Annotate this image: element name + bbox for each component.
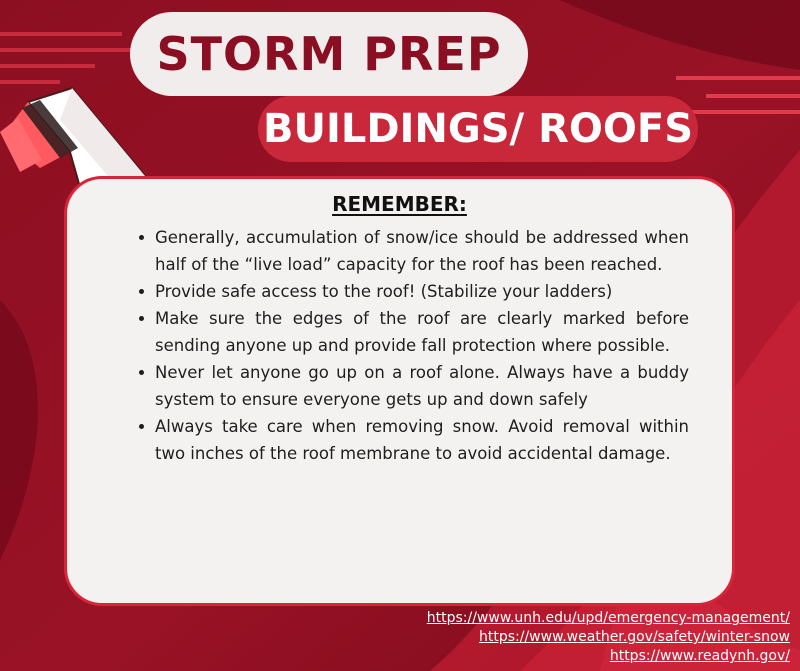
speed-line — [0, 48, 140, 52]
speed-line — [690, 110, 800, 114]
card-heading: REMEMBER: — [332, 192, 467, 216]
list-item: Generally, accumulation of snow/ice should be addressed when half of the “live load” capacity for the roof has been reached. — [155, 224, 689, 278]
link-weather[interactable]: https://www.weather.gov/safety/winter-snow — [478, 629, 790, 645]
source-links — [427, 609, 790, 666]
list-item: Never let anyone go up on a roof alone. Always have a buddy system to ensure everyone gets up and down safely — [155, 359, 689, 413]
speed-line — [0, 32, 122, 36]
page-subtitle: BUILDINGS/ ROOFS — [258, 96, 698, 162]
speed-line — [676, 76, 800, 80]
speed-line — [706, 94, 800, 98]
list-item: Always take care when removing snow. Avoid removal within two inches of the roof membrane to avoid accidental damage. — [155, 413, 689, 467]
link-unh[interactable]: https://www.unh.edu/upd/emergency-management/ — [426, 610, 790, 626]
page-title: STORM PREP — [130, 12, 528, 96]
remember-card — [64, 176, 735, 606]
list-item: Make sure the edges of the roof are clearly marked before sending anyone up and provide fall protection where possible. — [155, 305, 689, 359]
link-readynh[interactable]: https://www.readynh.gov/ — [609, 648, 790, 664]
tips-list — [155, 224, 689, 467]
list-item: Provide safe access to the roof! (Stabilize your ladders) — [155, 278, 689, 305]
